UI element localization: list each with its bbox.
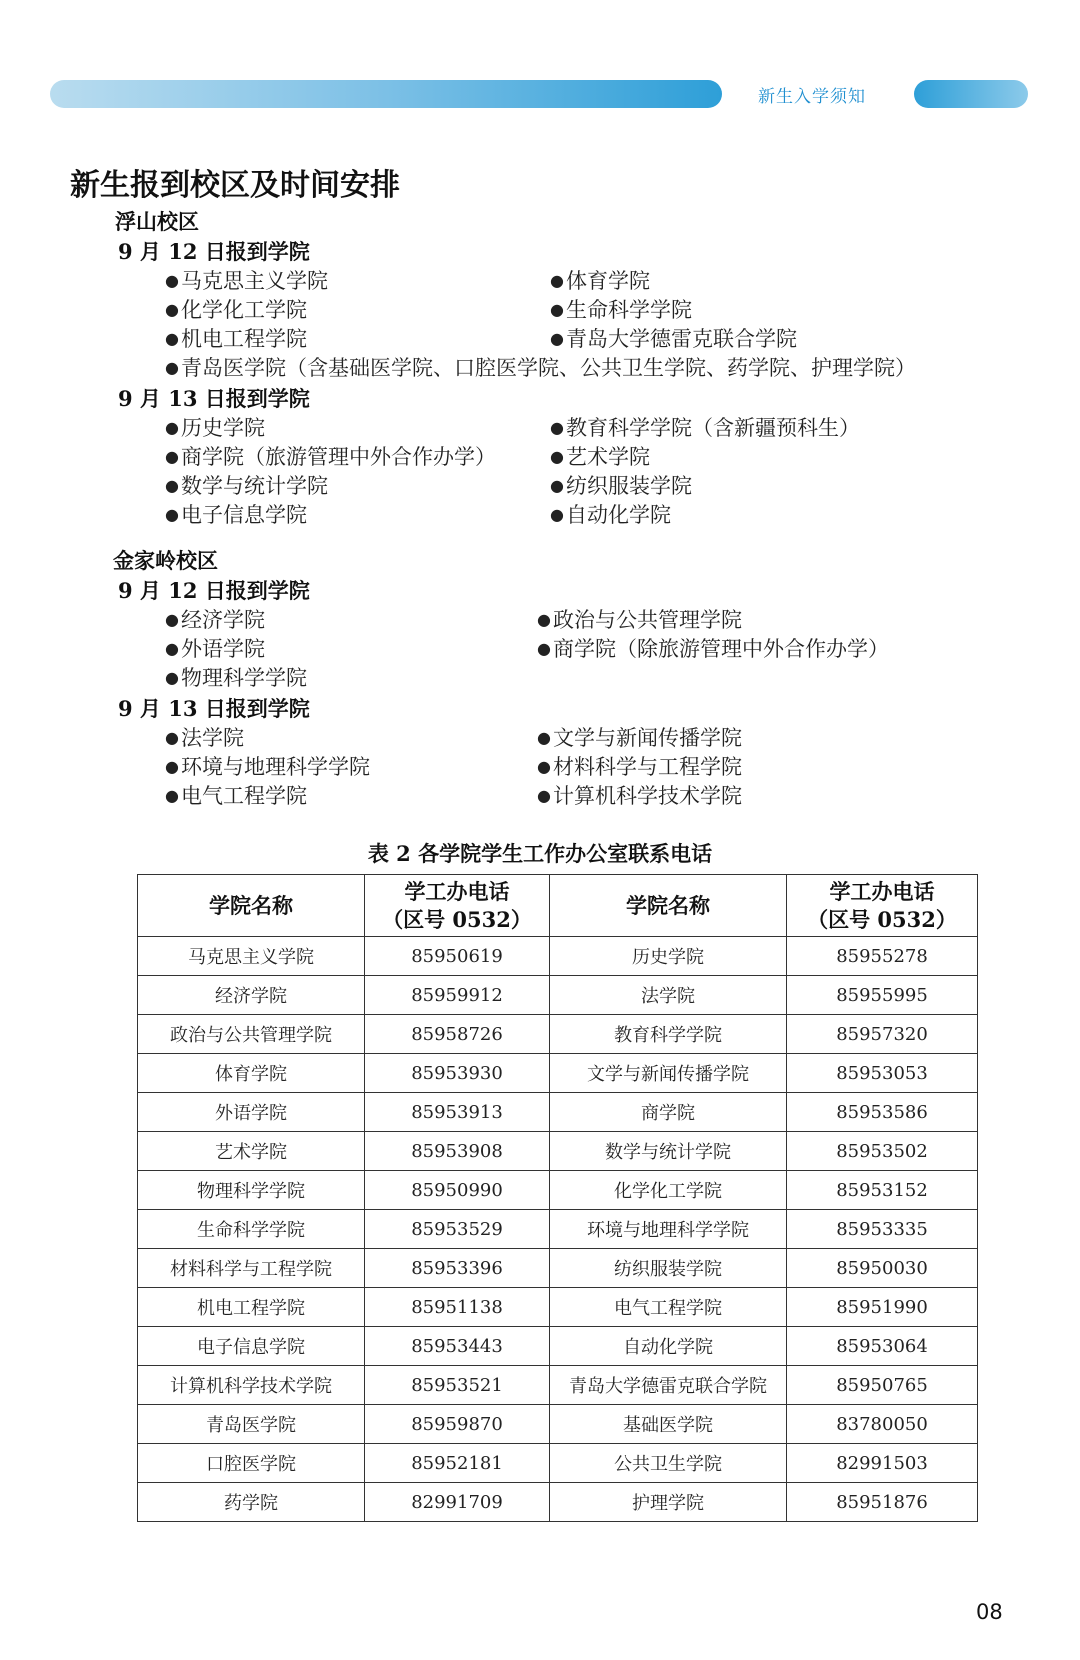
college-name-cell: 化学化工学院 bbox=[550, 1171, 787, 1210]
schedule-item bbox=[165, 662, 307, 692]
bullet-icon: ● bbox=[537, 728, 551, 747]
bullet-icon: ● bbox=[165, 447, 179, 466]
header-section-label: 新生入学须知 bbox=[758, 87, 866, 107]
college-name-cell: 外语学院 bbox=[138, 1093, 365, 1132]
schedule-item-label: 体育学院 bbox=[565, 269, 650, 293]
report-day-heading: 9 月 13 日报到学院 bbox=[118, 696, 310, 721]
report-day-heading: 9 月 13 日报到学院 bbox=[118, 386, 310, 411]
schedule-item-label: 商学院（除旅游管理中外合作办学） bbox=[552, 637, 889, 661]
schedule-item bbox=[537, 604, 742, 634]
college-name-cell: 青岛医学院 bbox=[138, 1405, 365, 1444]
phone-cell: 83780050 bbox=[787, 1405, 978, 1444]
phone-header-line: 学工办电话 bbox=[404, 878, 510, 904]
bullet-icon: ● bbox=[550, 300, 564, 319]
college-name-cell: 教育科学学院 bbox=[550, 1015, 787, 1054]
schedule-item bbox=[165, 780, 307, 810]
page-number: 08 bbox=[976, 1600, 1003, 1624]
college-name-cell: 公共卫生学院 bbox=[550, 1444, 787, 1483]
college-name-cell: 商学院 bbox=[550, 1093, 787, 1132]
phone-header bbox=[787, 875, 978, 937]
table-header-row bbox=[138, 875, 978, 937]
report-day-heading: 9 月 12 日报到学院 bbox=[118, 239, 310, 264]
table-row bbox=[138, 1366, 978, 1405]
schedule-item-label: 自动化学院 bbox=[565, 503, 671, 527]
schedule-item-label: 商学院（旅游管理中外合作办学） bbox=[180, 445, 496, 469]
phone-cell: 85950765 bbox=[787, 1366, 978, 1405]
schedule-item bbox=[165, 499, 307, 529]
phone-cell: 85953529 bbox=[365, 1210, 550, 1249]
phone-cell: 85953053 bbox=[787, 1054, 978, 1093]
table-row bbox=[138, 1288, 978, 1327]
table-row bbox=[138, 1249, 978, 1288]
schedule-item-label: 电子信息学院 bbox=[180, 503, 307, 527]
schedule-item bbox=[550, 294, 692, 324]
college-name-cell: 艺术学院 bbox=[138, 1132, 365, 1171]
schedule-item-label: 电气工程学院 bbox=[180, 784, 307, 808]
schedule-item-label: 马克思主义学院 bbox=[180, 269, 328, 293]
schedule-item bbox=[165, 352, 916, 382]
schedule-item bbox=[550, 412, 860, 442]
schedule-item bbox=[165, 323, 307, 353]
college-name-cell: 经济学院 bbox=[138, 976, 365, 1015]
college-name-cell: 数学与统计学院 bbox=[550, 1132, 787, 1171]
bullet-icon: ● bbox=[165, 271, 179, 290]
table-row bbox=[138, 1444, 978, 1483]
schedule-item-label: 物理科学学院 bbox=[180, 666, 307, 690]
table-row bbox=[138, 1015, 978, 1054]
schedule-item-label: 材料科学与工程学院 bbox=[552, 755, 742, 779]
bullet-icon: ● bbox=[537, 786, 551, 805]
schedule-item bbox=[165, 470, 328, 500]
schedule-item-label: 历史学院 bbox=[180, 416, 265, 440]
table-row bbox=[138, 1054, 978, 1093]
table-row bbox=[138, 937, 978, 976]
schedule-item-label: 艺术学院 bbox=[565, 445, 650, 469]
college-name-cell: 计算机科学技术学院 bbox=[138, 1366, 365, 1405]
schedule-item-label: 数学与统计学院 bbox=[180, 474, 328, 498]
college-name-header: 学院名称 bbox=[138, 875, 365, 937]
schedule-item bbox=[165, 633, 265, 663]
bullet-icon: ● bbox=[550, 329, 564, 348]
phone-cell: 85950030 bbox=[787, 1249, 978, 1288]
phone-cell: 85953502 bbox=[787, 1132, 978, 1171]
campus-heading: 浮山校区 bbox=[115, 210, 199, 234]
bullet-icon: ● bbox=[165, 358, 179, 377]
bullet-icon: ● bbox=[537, 639, 551, 658]
phone-cell: 85953521 bbox=[365, 1366, 550, 1405]
schedule-item-label: 生命科学学院 bbox=[565, 298, 692, 322]
bullet-icon: ● bbox=[550, 271, 564, 290]
schedule-item bbox=[165, 751, 370, 781]
college-name-cell: 生命科学学院 bbox=[138, 1210, 365, 1249]
area-code-line: （区号 0532） bbox=[382, 906, 532, 932]
college-name-cell: 药学院 bbox=[138, 1483, 365, 1522]
college-name-cell: 历史学院 bbox=[550, 937, 787, 976]
phone-cell: 85953396 bbox=[365, 1249, 550, 1288]
bullet-icon: ● bbox=[165, 476, 179, 495]
schedule-item bbox=[165, 412, 265, 442]
table-row bbox=[138, 1132, 978, 1171]
bullet-icon: ● bbox=[165, 418, 179, 437]
table-caption: 表 2 各学院学生工作办公室联系电话 bbox=[367, 841, 713, 866]
phone-cell: 85955995 bbox=[787, 976, 978, 1015]
bullet-icon: ● bbox=[165, 329, 179, 348]
phone-cell: 85950990 bbox=[365, 1171, 550, 1210]
college-name-cell: 电子信息学院 bbox=[138, 1327, 365, 1366]
phone-cell: 85953908 bbox=[365, 1132, 550, 1171]
table-row bbox=[138, 1327, 978, 1366]
college-name-cell: 护理学院 bbox=[550, 1483, 787, 1522]
schedule-item-label: 经济学院 bbox=[180, 608, 265, 632]
schedule-item-label: 青岛医学院（含基础医学院、口腔医学院、公共卫生学院、药学院、护理学院） bbox=[180, 356, 916, 380]
college-name-cell: 纺织服装学院 bbox=[550, 1249, 787, 1288]
schedule-item bbox=[165, 722, 244, 752]
bullet-icon: ● bbox=[550, 447, 564, 466]
phone-cell: 85957320 bbox=[787, 1015, 978, 1054]
phone-cell: 85951138 bbox=[365, 1288, 550, 1327]
phone-header bbox=[365, 875, 550, 937]
bullet-icon: ● bbox=[165, 610, 179, 629]
schedule-item-label: 政治与公共管理学院 bbox=[552, 608, 742, 632]
college-name-cell: 电气工程学院 bbox=[550, 1288, 787, 1327]
bullet-icon: ● bbox=[165, 639, 179, 658]
college-name-cell: 基础医学院 bbox=[550, 1405, 787, 1444]
college-name-cell: 物理科学学院 bbox=[138, 1171, 365, 1210]
bullet-icon: ● bbox=[165, 300, 179, 319]
bullet-icon: ● bbox=[550, 505, 564, 524]
college-name-cell: 青岛大学德雷克联合学院 bbox=[550, 1366, 787, 1405]
college-name-cell: 马克思主义学院 bbox=[138, 937, 365, 976]
schedule-item bbox=[550, 470, 692, 500]
table-row bbox=[138, 1405, 978, 1444]
bullet-icon: ● bbox=[165, 757, 179, 776]
bullet-icon: ● bbox=[537, 757, 551, 776]
college-name-cell: 机电工程学院 bbox=[138, 1288, 365, 1327]
phone-cell: 85950619 bbox=[365, 937, 550, 976]
phone-cell: 85953930 bbox=[365, 1054, 550, 1093]
phone-cell: 85953443 bbox=[365, 1327, 550, 1366]
area-code-line: （区号 0532） bbox=[807, 906, 957, 932]
bullet-icon: ● bbox=[165, 668, 179, 687]
schedule-item-label: 法学院 bbox=[180, 726, 244, 750]
schedule-item-label: 计算机科学技术学院 bbox=[552, 784, 742, 808]
schedule-item bbox=[165, 441, 496, 471]
bullet-icon: ● bbox=[550, 476, 564, 495]
header-decor-bar-right bbox=[914, 80, 1028, 108]
schedule-item bbox=[165, 265, 328, 295]
report-day-heading: 9 月 12 日报到学院 bbox=[118, 578, 310, 603]
schedule-item-label: 环境与地理科学学院 bbox=[180, 755, 370, 779]
college-name-cell: 材料科学与工程学院 bbox=[138, 1249, 365, 1288]
phone-cell: 82991503 bbox=[787, 1444, 978, 1483]
phone-cell: 85953913 bbox=[365, 1093, 550, 1132]
schedule-item-label: 青岛大学德雷克联合学院 bbox=[565, 327, 797, 351]
phone-cell: 85953064 bbox=[787, 1327, 978, 1366]
phone-cell: 85953152 bbox=[787, 1171, 978, 1210]
table-row bbox=[138, 1483, 978, 1522]
phone-cell: 85952181 bbox=[365, 1444, 550, 1483]
contacts-table bbox=[137, 874, 978, 1522]
college-name-cell: 法学院 bbox=[550, 976, 787, 1015]
phone-cell: 85958726 bbox=[365, 1015, 550, 1054]
schedule-item bbox=[537, 751, 742, 781]
phone-cell: 85955278 bbox=[787, 937, 978, 976]
college-name-cell: 自动化学院 bbox=[550, 1327, 787, 1366]
schedule-item bbox=[550, 499, 671, 529]
campus-heading: 金家岭校区 bbox=[113, 549, 218, 573]
schedule-item-label: 文学与新闻传播学院 bbox=[552, 726, 742, 750]
header-decor-bar-left bbox=[50, 80, 722, 108]
phone-cell: 85953335 bbox=[787, 1210, 978, 1249]
phone-cell: 85951990 bbox=[787, 1288, 978, 1327]
college-name-cell: 口腔医学院 bbox=[138, 1444, 365, 1483]
college-name-header: 学院名称 bbox=[550, 875, 787, 937]
schedule-item bbox=[537, 722, 742, 752]
phone-cell: 85959870 bbox=[365, 1405, 550, 1444]
phone-header-line: 学工办电话 bbox=[829, 878, 935, 904]
bullet-icon: ● bbox=[165, 786, 179, 805]
bullet-icon: ● bbox=[165, 505, 179, 524]
schedule-item bbox=[165, 294, 307, 324]
schedule-item bbox=[550, 323, 797, 353]
college-name-cell: 环境与地理科学学院 bbox=[550, 1210, 787, 1249]
bullet-icon: ● bbox=[550, 418, 564, 437]
college-name-cell: 政治与公共管理学院 bbox=[138, 1015, 365, 1054]
table-body bbox=[138, 937, 978, 1522]
schedule-item bbox=[550, 265, 650, 295]
schedule-item-label: 教育科学学院（含新疆预科生） bbox=[565, 416, 860, 440]
schedule-item-label: 外语学院 bbox=[180, 637, 265, 661]
phone-cell: 85951876 bbox=[787, 1483, 978, 1522]
college-name-cell: 文学与新闻传播学院 bbox=[550, 1054, 787, 1093]
schedule-item bbox=[537, 780, 742, 810]
phone-cell: 82991709 bbox=[365, 1483, 550, 1522]
table-row bbox=[138, 1171, 978, 1210]
phone-cell: 85953586 bbox=[787, 1093, 978, 1132]
schedule-item bbox=[165, 604, 265, 634]
table-row bbox=[138, 1093, 978, 1132]
phone-cell: 85959912 bbox=[365, 976, 550, 1015]
bullet-icon: ● bbox=[165, 728, 179, 747]
page-title: 新生报到校区及时间安排 bbox=[70, 168, 400, 203]
schedule-item-label: 纺织服装学院 bbox=[565, 474, 692, 498]
schedule-item-label: 机电工程学院 bbox=[180, 327, 307, 351]
schedule-item bbox=[550, 441, 650, 471]
table-row bbox=[138, 976, 978, 1015]
schedule-item-label: 化学化工学院 bbox=[180, 298, 307, 322]
schedule-item bbox=[537, 633, 889, 663]
table-row bbox=[138, 1210, 978, 1249]
bullet-icon: ● bbox=[537, 610, 551, 629]
college-name-cell: 体育学院 bbox=[138, 1054, 365, 1093]
